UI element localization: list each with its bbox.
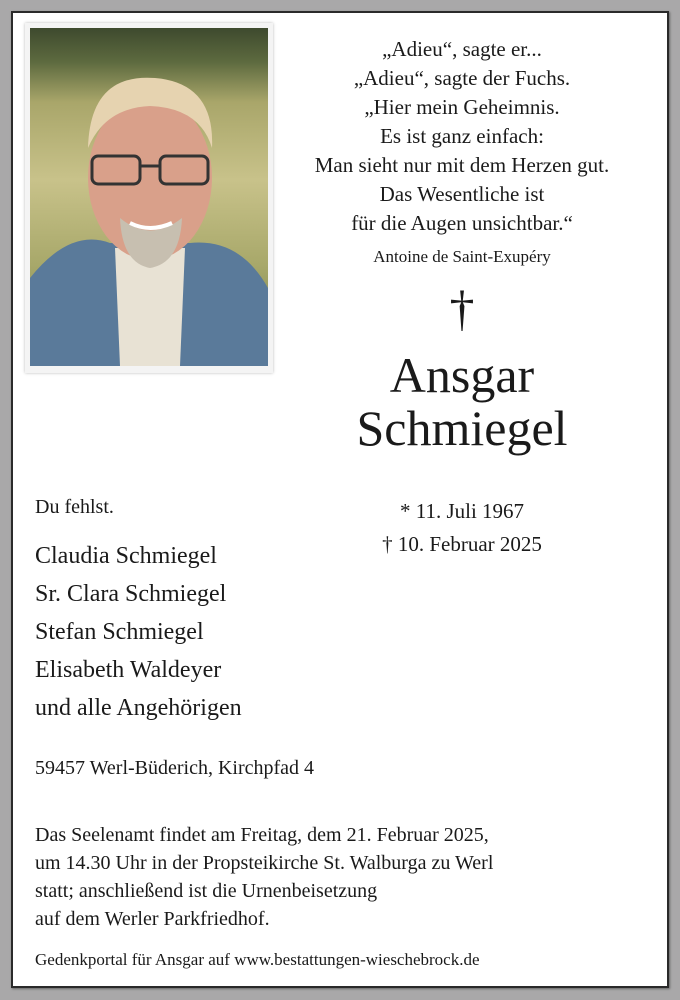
mourners-intro: Du fehlst. — [35, 496, 114, 518]
quote-line: „Hier mein Geheimnis. — [364, 95, 560, 119]
portrait-frame — [25, 23, 273, 373]
quote-author: Antoine de Saint-Exupéry — [373, 247, 551, 266]
obituary-card — [11, 11, 669, 988]
mourner-name: Elisabeth Waldeyer — [35, 657, 222, 683]
mourner-name: und alle Angehörigen — [35, 695, 242, 721]
cross-icon: † — [449, 280, 475, 336]
quote-line: für die Augen unsichtbar.“ — [351, 211, 573, 235]
service-line: um 14.30 Uhr in der Propsteikirche St. Walburga zu Werl — [35, 852, 494, 874]
birth-date: * 11. Juli 1967 — [399, 499, 525, 523]
portrait-photo — [30, 28, 268, 366]
quote-line: „Adieu“, sagte der Fuchs. — [353, 66, 571, 90]
mourner-name: Claudia Schmiegel — [35, 543, 217, 569]
last-name: Schmiegel — [356, 400, 568, 456]
death-date: † 10. Februar 2025 — [382, 532, 542, 556]
memorial-portal-link: Gedenkportal für Ansgar auf www.bestattungen-wieschebrock.de — [35, 950, 480, 969]
mourner-name: Sr. Clara Schmiegel — [35, 581, 227, 607]
service-line: statt; anschließend ist die Urnenbeisetzung — [35, 880, 378, 902]
deceased-name — [275, 349, 649, 455]
quote-line: Das Wesentliche ist — [379, 182, 545, 206]
address: 59457 Werl-Büderich, Kirchpfad 4 — [35, 757, 315, 779]
service-line: Das Seelenamt findet am Freitag, dem 21. Februar 2025, — [35, 824, 489, 846]
mourner-name: Stefan Schmiegel — [35, 619, 204, 645]
service-info — [35, 821, 493, 933]
life-dates — [275, 495, 649, 561]
quote-line: „Adieu“, sagte er... — [382, 37, 542, 61]
quote — [275, 35, 649, 271]
service-line: auf dem Werler Parkfriedhof. — [35, 908, 270, 930]
first-name: Ansgar — [389, 347, 535, 403]
quote-line: Es ist ganz einfach: — [380, 124, 544, 148]
quote-line: Man sieht nur mit dem Herzen gut. — [314, 153, 610, 177]
mourners-list — [35, 537, 242, 727]
